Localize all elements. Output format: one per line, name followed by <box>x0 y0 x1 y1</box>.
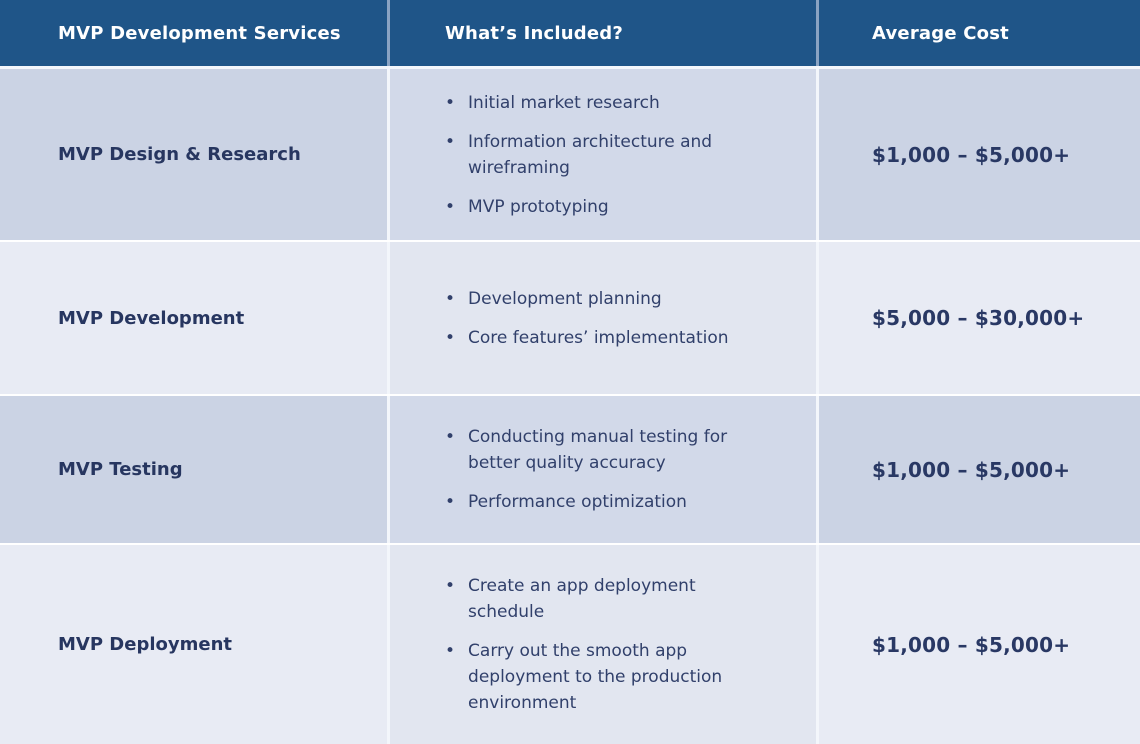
bullet-icon: • <box>445 92 456 113</box>
column-header-cost: Average Cost <box>872 22 1009 44</box>
included-item-text: MVP prototyping <box>468 196 609 217</box>
column-header-services: MVP Development Services <box>0 0 390 66</box>
bullet-icon: • <box>445 131 456 152</box>
included-item-text: Information architecture and wireframing <box>468 131 713 178</box>
cost-cell <box>819 545 1140 744</box>
table-row <box>0 69 1140 240</box>
cost-value: $1,000 – $5,000+ <box>872 632 1071 657</box>
included-item <box>445 286 729 312</box>
column-header-included: What’s Included? <box>390 0 819 66</box>
included-cell <box>390 242 819 394</box>
included-item <box>445 325 729 351</box>
included-item-text: Initial market research <box>468 92 660 113</box>
cost-value: $1,000 – $5,000+ <box>872 142 1071 167</box>
service-cell <box>0 242 390 394</box>
bullet-icon: • <box>445 327 456 348</box>
included-item-text: Conducting manual testing for better quality accuracy <box>468 427 728 473</box>
included-item-text: Create an app deployment schedule <box>468 576 696 622</box>
included-list <box>445 90 745 220</box>
included-cell <box>390 69 819 240</box>
service-cell <box>0 396 390 543</box>
service-name: MVP Design & Research <box>58 144 301 165</box>
service-name: MVP Testing <box>58 459 183 480</box>
included-item <box>445 194 745 220</box>
included-item-text: Development planning <box>468 288 662 309</box>
included-item <box>445 129 745 181</box>
table-row <box>0 240 1140 394</box>
cost-cell <box>819 69 1140 240</box>
bullet-icon: • <box>445 492 456 512</box>
cost-value: $1,000 – $5,000+ <box>872 457 1071 482</box>
included-item-text: Performance optimization <box>468 492 687 512</box>
cost-cell <box>819 396 1140 543</box>
table-row <box>0 394 1140 543</box>
service-cell <box>0 69 390 240</box>
included-item-text: Carry out the smooth app deployment to the production environment <box>468 641 723 713</box>
bullet-icon: • <box>445 196 456 217</box>
service-cell <box>0 545 390 744</box>
table-header-row <box>0 0 1140 69</box>
included-list <box>445 424 745 515</box>
included-item <box>445 424 745 476</box>
bullet-icon: • <box>445 427 456 447</box>
included-item <box>445 638 745 716</box>
included-list <box>445 286 729 351</box>
bullet-icon: • <box>445 576 456 596</box>
table-row <box>0 543 1140 744</box>
included-item <box>445 573 745 625</box>
bullet-icon: • <box>445 641 456 661</box>
included-cell <box>390 396 819 543</box>
cost-cell <box>819 242 1140 394</box>
included-item-text: Core features’ implementation <box>468 327 729 348</box>
included-list <box>445 573 745 716</box>
service-name: MVP Development <box>58 307 245 329</box>
included-item <box>445 90 745 116</box>
bullet-icon: • <box>445 288 456 309</box>
table-body <box>0 69 1140 744</box>
included-cell <box>390 545 819 744</box>
cost-value: $5,000 – $30,000+ <box>872 306 1085 330</box>
service-name: MVP Deployment <box>58 634 232 655</box>
included-item <box>445 489 745 515</box>
